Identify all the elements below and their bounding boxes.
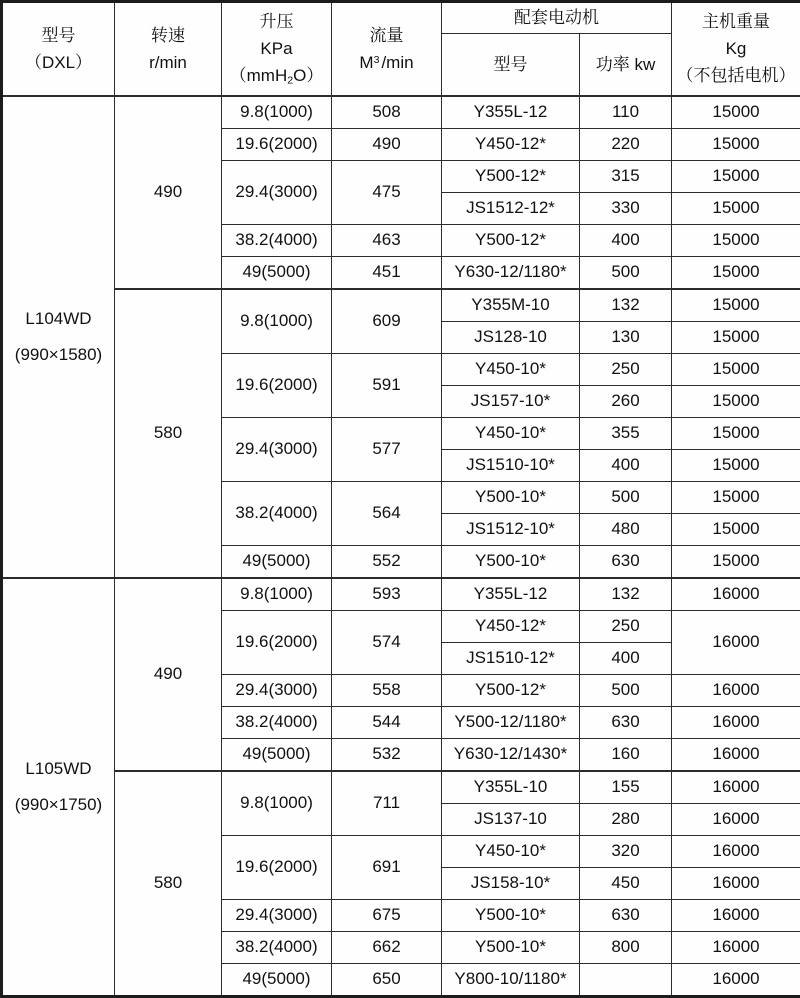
weight-cell: 16000: [672, 835, 800, 867]
motor-model-cell: Y355L-12: [442, 96, 580, 129]
motor-model-cell: JS1512-10*: [442, 513, 580, 545]
motor-model-cell: Y355L-10: [442, 771, 580, 804]
motor-power-cell: 355: [580, 417, 672, 449]
flow-cell: 650: [332, 963, 442, 996]
motor-power-cell: 400: [580, 642, 672, 674]
pressure-cell: 38.2(4000): [222, 224, 332, 256]
motor-power-cell: 800: [580, 931, 672, 963]
motor-model-cell: Y800-10/1180*: [442, 963, 580, 996]
motor-power-cell: 260: [580, 385, 672, 417]
motor-power-cell: 630: [580, 545, 672, 578]
motor-model-cell: Y500-10*: [442, 931, 580, 963]
motor-model-cell: JS1510-12*: [442, 642, 580, 674]
pressure-cell: 49(5000): [222, 545, 332, 578]
header-motor-power: 功率 kw: [580, 34, 672, 96]
pressure-cell: 9.8(1000): [222, 289, 332, 354]
pressure-cell: 38.2(4000): [222, 706, 332, 738]
header-flow: [332, 2, 442, 96]
pressure-cell: 9.8(1000): [222, 96, 332, 129]
motor-power-cell: 450: [580, 867, 672, 899]
pressure-cell: 19.6(2000): [222, 353, 332, 417]
weight-cell: 15000: [672, 385, 800, 417]
pressure-cell: 29.4(3000): [222, 417, 332, 481]
weight-cell: 15000: [672, 192, 800, 224]
header-pressure-line2: KPa: [260, 39, 292, 58]
pressure-cell: 9.8(1000): [222, 578, 332, 611]
pressure-cell: 19.6(2000): [222, 835, 332, 899]
weight-cell: 15000: [672, 545, 800, 578]
motor-power-cell: 160: [580, 738, 672, 771]
pressure-cell: 38.2(4000): [222, 931, 332, 963]
motor-model-cell: Y450-12*: [442, 128, 580, 160]
weight-cell: 15000: [672, 289, 800, 322]
weight-cell: 15000: [672, 513, 800, 545]
flow-cell: 558: [332, 674, 442, 706]
weight-cell: 15000: [672, 160, 800, 192]
weight-cell: 16000: [672, 931, 800, 963]
flow-cell: 490: [332, 128, 442, 160]
motor-power-cell: 320: [580, 835, 672, 867]
header-pressure: [222, 2, 332, 96]
motor-power-cell: 132: [580, 578, 672, 611]
table-row: [2, 771, 800, 804]
motor-power-cell: 130: [580, 321, 672, 353]
table-header: [2, 2, 800, 96]
motor-model-cell: Y450-10*: [442, 353, 580, 385]
speed-cell: 580: [115, 289, 222, 578]
header-motor-model: 型号: [442, 34, 580, 96]
table-row: [2, 578, 800, 611]
motor-model-cell: Y450-10*: [442, 417, 580, 449]
motor-model-cell: JS158-10*: [442, 867, 580, 899]
flow-cell: 691: [332, 835, 442, 899]
weight-cell: 15000: [672, 417, 800, 449]
weight-cell: 15000: [672, 353, 800, 385]
header-weight-line3: （不包括电机）: [677, 66, 796, 85]
pressure-cell: 9.8(1000): [222, 771, 332, 836]
weight-cell: 16000: [672, 867, 800, 899]
weight-cell: 16000: [672, 771, 800, 804]
flow-cell: 577: [332, 417, 442, 481]
motor-model-cell: JS128-10: [442, 321, 580, 353]
motor-power-cell: 250: [580, 353, 672, 385]
motor-model-cell: Y500-12/1180*: [442, 706, 580, 738]
motor-model-cell: JS1512-12*: [442, 192, 580, 224]
motor-power-cell: 315: [580, 160, 672, 192]
weight-cell: 16000: [672, 963, 800, 996]
weight-cell: 16000: [672, 803, 800, 835]
motor-model-cell: JS1510-10*: [442, 449, 580, 481]
speed-cell: 490: [115, 96, 222, 289]
weight-cell: 16000: [672, 899, 800, 931]
motor-power-cell: 280: [580, 803, 672, 835]
header-motor-group: 配套电动机: [442, 2, 672, 34]
table-row: [2, 96, 800, 129]
motor-model-cell: JS157-10*: [442, 385, 580, 417]
header-pressure-line3: （mmH$_2$O）: [230, 66, 324, 85]
speed-cell: 490: [115, 578, 222, 771]
motor-power-cell: 630: [580, 706, 672, 738]
header-weight-line1: 主机重量: [702, 12, 770, 31]
pressure-cell: 29.4(3000): [222, 674, 332, 706]
motor-power-cell: 250: [580, 610, 672, 642]
pressure-cell: 29.4(3000): [222, 160, 332, 224]
pressure-cell: 49(5000): [222, 256, 332, 289]
motor-model-cell: Y500-12*: [442, 224, 580, 256]
motor-model-cell: Y630-12/1180*: [442, 256, 580, 289]
header-speed-line1: 转速: [151, 26, 185, 45]
flow-cell: 532: [332, 738, 442, 771]
flow-cell: 711: [332, 771, 442, 836]
flow-cell: 463: [332, 224, 442, 256]
weight-cell: 15000: [672, 128, 800, 160]
flow-cell: 564: [332, 481, 442, 545]
header-model-line1: 型号: [42, 26, 76, 45]
flow-cell: 552: [332, 545, 442, 578]
weight-cell: 15000: [672, 449, 800, 481]
pressure-cell: 19.6(2000): [222, 128, 332, 160]
motor-model-cell: Y500-12*: [442, 674, 580, 706]
pressure-cell: 19.6(2000): [222, 610, 332, 674]
flow-cell: 544: [332, 706, 442, 738]
motor-power-cell: 500: [580, 674, 672, 706]
motor-power-cell: 155: [580, 771, 672, 804]
motor-model-cell: JS137-10: [442, 803, 580, 835]
motor-power-cell: 500: [580, 256, 672, 289]
header-pressure-line1: 升压: [260, 12, 294, 31]
flow-cell: 475: [332, 160, 442, 224]
header-flow-line2: $M^3$ /min: [359, 53, 413, 72]
weight-cell: 16000: [672, 674, 800, 706]
pressure-cell: 49(5000): [222, 738, 332, 771]
flow-cell: 593: [332, 578, 442, 611]
pressure-cell: 49(5000): [222, 963, 332, 996]
motor-power-cell: 630: [580, 899, 672, 931]
weight-cell: 16000: [672, 706, 800, 738]
weight-cell: 16000: [672, 610, 800, 674]
flow-cell: 591: [332, 353, 442, 417]
table-body: [2, 96, 800, 997]
motor-model-cell: Y500-10*: [442, 481, 580, 513]
motor-power-cell: 220: [580, 128, 672, 160]
model-cell: L105WD (990×1750): [2, 578, 115, 997]
model-cell: L104WD (990×1580): [2, 96, 115, 578]
motor-model-cell: Y450-10*: [442, 835, 580, 867]
flow-cell: 675: [332, 899, 442, 931]
flow-cell: 574: [332, 610, 442, 674]
weight-cell: 15000: [672, 224, 800, 256]
motor-model-cell: Y500-10*: [442, 899, 580, 931]
weight-cell: 16000: [672, 738, 800, 771]
pressure-cell: 29.4(3000): [222, 899, 332, 931]
header-flow-line1: 流量: [370, 26, 404, 45]
motor-power-cell: 480: [580, 513, 672, 545]
motor-power-cell: 330: [580, 192, 672, 224]
motor-power-cell: 400: [580, 224, 672, 256]
motor-model-cell: Y500-12*: [442, 160, 580, 192]
header-speed: [115, 2, 222, 96]
flow-cell: 609: [332, 289, 442, 354]
header-model-line2: （DXL）: [25, 53, 92, 72]
header-weight-line2: Kg: [726, 39, 747, 58]
motor-power-cell: 500: [580, 481, 672, 513]
weight-cell: 15000: [672, 321, 800, 353]
weight-cell: 15000: [672, 481, 800, 513]
pressure-cell: 38.2(4000): [222, 481, 332, 545]
motor-model-cell: Y500-10*: [442, 545, 580, 578]
flow-cell: 662: [332, 931, 442, 963]
header-speed-line2: r/min: [149, 53, 187, 72]
weight-cell: 16000: [672, 578, 800, 611]
motor-power-cell: 110: [580, 96, 672, 129]
motor-model-cell: Y355L-12: [442, 578, 580, 611]
header-weight: [672, 2, 800, 96]
motor-power-cell: [580, 963, 672, 996]
flow-cell: 508: [332, 96, 442, 129]
header-model: [2, 2, 115, 96]
weight-cell: 15000: [672, 256, 800, 289]
weight-cell: 15000: [672, 96, 800, 129]
motor-power-cell: 132: [580, 289, 672, 322]
flow-cell: 451: [332, 256, 442, 289]
motor-model-cell: Y355M-10: [442, 289, 580, 322]
motor-model-cell: Y630-12/1430*: [442, 738, 580, 771]
speed-cell: 580: [115, 771, 222, 997]
motor-power-cell: 400: [580, 449, 672, 481]
table-row: [2, 289, 800, 322]
motor-model-cell: Y450-12*: [442, 610, 580, 642]
